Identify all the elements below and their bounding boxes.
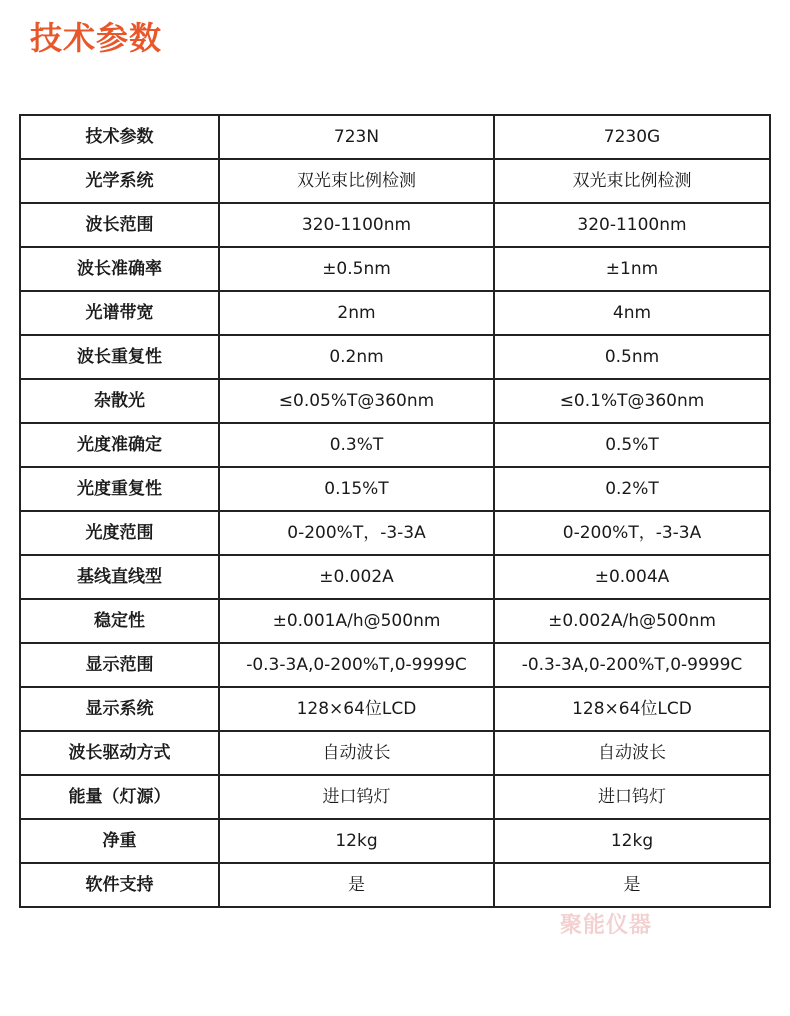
param-name-cell: 光学系统 (20, 159, 219, 203)
param-name-cell: 软件支持 (20, 863, 219, 907)
value-cell-7230g: 0.5%T (494, 423, 770, 467)
value-cell-7230g: 12kg (494, 819, 770, 863)
table-row (20, 599, 770, 643)
value-cell-723n: ±0.002A (219, 555, 494, 599)
value-cell-7230g: 自动波长 (494, 731, 770, 775)
value-cell-723n: 2nm (219, 291, 494, 335)
table-row (20, 379, 770, 423)
watermark-logo: 聚能仪器 (560, 913, 653, 938)
param-name-cell: 光谱带宽 (20, 291, 219, 335)
value-cell-723n: 0-200%T，-3-3A (219, 511, 494, 555)
table-row (20, 819, 770, 863)
value-cell-723n: 自动波长 (219, 731, 494, 775)
table-row (20, 247, 770, 291)
value-cell-723n: 128×64位LCD (219, 687, 494, 731)
value-cell-723n: 0.2nm (219, 335, 494, 379)
table-row (20, 643, 770, 687)
value-cell-723n: -0.3-3A,0-200%T,0-9999C (219, 643, 494, 687)
value-cell-7230g: 是 (494, 863, 770, 907)
value-cell-723n: 进口钨灯 (219, 775, 494, 819)
param-name-cell: 稳定性 (20, 599, 219, 643)
value-cell-723n: 双光束比例检测 (219, 159, 494, 203)
value-cell-723n: ±0.5nm (219, 247, 494, 291)
value-cell-723n: ≤0.05%T@360nm (219, 379, 494, 423)
table-row (20, 687, 770, 731)
table-row (20, 555, 770, 599)
table-row (20, 467, 770, 511)
table-row (20, 423, 770, 467)
param-name-cell: 显示系统 (20, 687, 219, 731)
value-cell-7230g: ±0.002A/h@500nm (494, 599, 770, 643)
spec-table (19, 114, 771, 908)
value-cell-723n: 320-1100nm (219, 203, 494, 247)
header-cell-model-723n: 723N (219, 115, 494, 159)
param-name-cell: 杂散光 (20, 379, 219, 423)
value-cell-7230g: 0-200%T，-3-3A (494, 511, 770, 555)
value-cell-7230g: 进口钨灯 (494, 775, 770, 819)
param-name-cell: 波长范围 (20, 203, 219, 247)
table-header-row (20, 115, 770, 159)
header-cell-param: 技术参数 (20, 115, 219, 159)
value-cell-7230g: 0.5nm (494, 335, 770, 379)
value-cell-7230g: 320-1100nm (494, 203, 770, 247)
value-cell-723n: 12kg (219, 819, 494, 863)
table-row (20, 775, 770, 819)
table-row (20, 291, 770, 335)
value-cell-723n: 0.3%T (219, 423, 494, 467)
param-name-cell: 能量（灯源） (20, 775, 219, 819)
value-cell-723n: ±0.001A/h@500nm (219, 599, 494, 643)
param-name-cell: 波长准确率 (20, 247, 219, 291)
value-cell-7230g: -0.3-3A,0-200%T,0-9999C (494, 643, 770, 687)
header-cell-model-7230g: 7230G (494, 115, 770, 159)
param-name-cell: 光度范围 (20, 511, 219, 555)
param-name-cell: 波长重复性 (20, 335, 219, 379)
value-cell-7230g: ±1nm (494, 247, 770, 291)
param-name-cell: 基线直线型 (20, 555, 219, 599)
table-row (20, 159, 770, 203)
table-row (20, 731, 770, 775)
table-row (20, 863, 770, 907)
param-name-cell: 波长驱动方式 (20, 731, 219, 775)
page-title: 技术参数 (30, 19, 163, 57)
value-cell-7230g: 双光束比例检测 (494, 159, 770, 203)
value-cell-723n: 0.15%T (219, 467, 494, 511)
table-row (20, 335, 770, 379)
value-cell-7230g: 128×64位LCD (494, 687, 770, 731)
table-row (20, 203, 770, 247)
param-name-cell: 显示范围 (20, 643, 219, 687)
table-row (20, 511, 770, 555)
param-name-cell: 光度准确定 (20, 423, 219, 467)
param-name-cell: 净重 (20, 819, 219, 863)
param-name-cell: 光度重复性 (20, 467, 219, 511)
value-cell-723n: 是 (219, 863, 494, 907)
value-cell-7230g: ≤0.1%T@360nm (494, 379, 770, 423)
value-cell-7230g: 4nm (494, 291, 770, 335)
value-cell-7230g: 0.2%T (494, 467, 770, 511)
value-cell-7230g: ±0.004A (494, 555, 770, 599)
